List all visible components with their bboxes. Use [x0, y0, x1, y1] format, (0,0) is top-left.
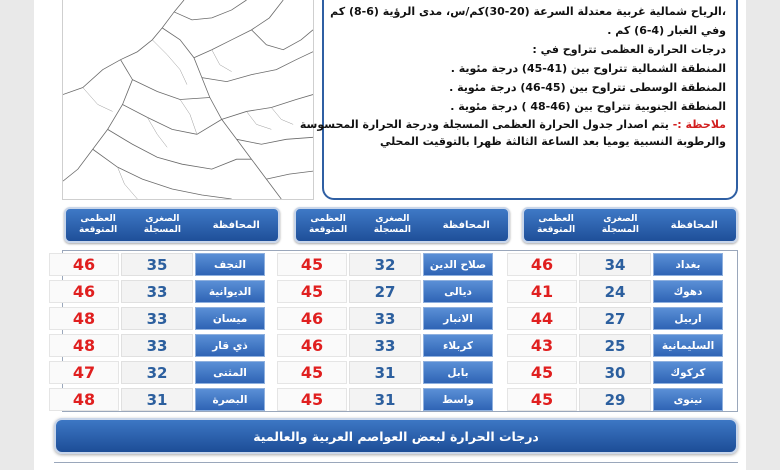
governorate-cell: البصرة	[195, 388, 265, 411]
max-temp-cell: 45	[277, 388, 347, 411]
note-label: ملاحظة :-	[672, 118, 726, 131]
table-row	[63, 386, 737, 413]
table-row	[63, 251, 737, 278]
header-min: الصغرى المسجلة	[373, 214, 411, 235]
header-governorate: المحافظة	[670, 219, 718, 231]
header-min: الصغرى المسجلة	[601, 214, 639, 235]
max-temp-cell: 46	[507, 253, 577, 276]
governorate-cell: بغداد	[653, 253, 723, 276]
min-temp-cell: 33	[121, 334, 193, 357]
min-temp-cell: 27	[349, 280, 421, 303]
forecast-line: درجات الحرارة العظمى تتراوح في :	[532, 43, 726, 56]
max-temp-cell: 46	[49, 253, 119, 276]
min-temp-cell: 35	[121, 253, 193, 276]
max-temp-cell: 47	[49, 361, 119, 384]
table-header-group-2	[294, 207, 510, 243]
forecast-line: المنطقة الوسطى تتراوح بين (45-46) درجة مئوية .	[449, 81, 726, 94]
iraq-map-icon	[62, 0, 314, 200]
max-temp-cell: 45	[507, 388, 577, 411]
temperature-table	[62, 250, 738, 412]
max-temp-cell: 46	[49, 280, 119, 303]
forecast-note-line2: والرطوبة النسبية يوميا بعد الساعة الثالثة ظهرا بالتوقيت المحلي	[379, 135, 726, 148]
table-header-group-1	[522, 207, 738, 243]
note-text: يتم اصدار جدول الحرارة العظمى المسجلة ودرجة الحرارة المحسوسة	[299, 118, 673, 131]
forecast-line: المنطقة الشمالية تتراوح بين (41-45) درجة مئوية .	[450, 62, 726, 75]
governorate-cell: بابل	[423, 361, 493, 384]
governorate-cell: صلاح الدين	[423, 253, 493, 276]
forecast-line: ،الرياح شمالية غربية معتدلة السرعة (20-30)كم/س، مدى الرؤية (6-8) كم	[330, 5, 726, 18]
governorate-cell: ذي قار	[195, 334, 265, 357]
max-temp-cell: 46	[277, 334, 347, 357]
max-temp-cell: 44	[507, 307, 577, 330]
max-temp-cell: 41	[507, 280, 577, 303]
header-governorate: المحافظة	[212, 219, 260, 231]
min-temp-cell: 31	[121, 388, 193, 411]
capitals-section-banner: درجات الحرارة لبعض العواصم العربية والعالمية	[54, 418, 738, 454]
governorate-cell: ميسان	[195, 307, 265, 330]
max-temp-cell: 45	[507, 361, 577, 384]
table-row	[63, 305, 737, 332]
max-temp-cell: 45	[277, 361, 347, 384]
table-row	[63, 359, 737, 386]
max-temp-cell: 45	[277, 280, 347, 303]
governorate-cell: السليمانية	[653, 334, 723, 357]
forecast-line: وفي الغبار (4-6) كم .	[607, 24, 726, 37]
min-temp-cell: 24	[579, 280, 651, 303]
max-temp-cell: 48	[49, 388, 119, 411]
table-row	[63, 278, 737, 305]
max-temp-cell: 45	[277, 253, 347, 276]
forecast-line: المنطقة الجنوبية تتراوح بين (46-48 ) درجة مئوية .	[450, 100, 726, 113]
min-temp-cell: 25	[579, 334, 651, 357]
min-temp-cell: 30	[579, 361, 651, 384]
governorate-cell: الانبار	[423, 307, 493, 330]
header-min: الصغرى المسجلة	[143, 214, 181, 235]
min-temp-cell: 33	[349, 334, 421, 357]
table-header-group-3	[64, 207, 280, 243]
min-temp-cell: 33	[349, 307, 421, 330]
capitals-table-top	[54, 462, 738, 470]
governorate-cell: واسط	[423, 388, 493, 411]
governorate-cell: كركوك	[653, 361, 723, 384]
governorate-cell: النجف	[195, 253, 265, 276]
min-temp-cell: 34	[579, 253, 651, 276]
min-temp-cell: 33	[121, 280, 193, 303]
min-temp-cell: 32	[121, 361, 193, 384]
max-temp-cell: 48	[49, 334, 119, 357]
max-temp-cell: 48	[49, 307, 119, 330]
header-max: العظمى المتوقعة	[536, 214, 576, 235]
min-temp-cell: 31	[349, 388, 421, 411]
governorate-cell: الديوانية	[195, 280, 265, 303]
max-temp-cell: 46	[277, 307, 347, 330]
governorate-cell: نينوى	[653, 388, 723, 411]
min-temp-cell: 31	[349, 361, 421, 384]
header-max: العظمى المتوقعة	[78, 214, 118, 235]
forecast-note	[299, 116, 726, 133]
min-temp-cell: 33	[121, 307, 193, 330]
governorate-cell: كربلاء	[423, 334, 493, 357]
header-max: العظمى المتوقعة	[308, 214, 348, 235]
min-temp-cell: 27	[579, 307, 651, 330]
governorate-cell: ديالى	[423, 280, 493, 303]
max-temp-cell: 43	[507, 334, 577, 357]
min-temp-cell: 32	[349, 253, 421, 276]
governorate-cell: اربيل	[653, 307, 723, 330]
header-governorate: المحافظة	[442, 219, 490, 231]
table-row	[63, 332, 737, 359]
min-temp-cell: 29	[579, 388, 651, 411]
governorate-cell: المثنى	[195, 361, 265, 384]
governorate-cell: دهوك	[653, 280, 723, 303]
forecast-panel	[299, 0, 738, 200]
